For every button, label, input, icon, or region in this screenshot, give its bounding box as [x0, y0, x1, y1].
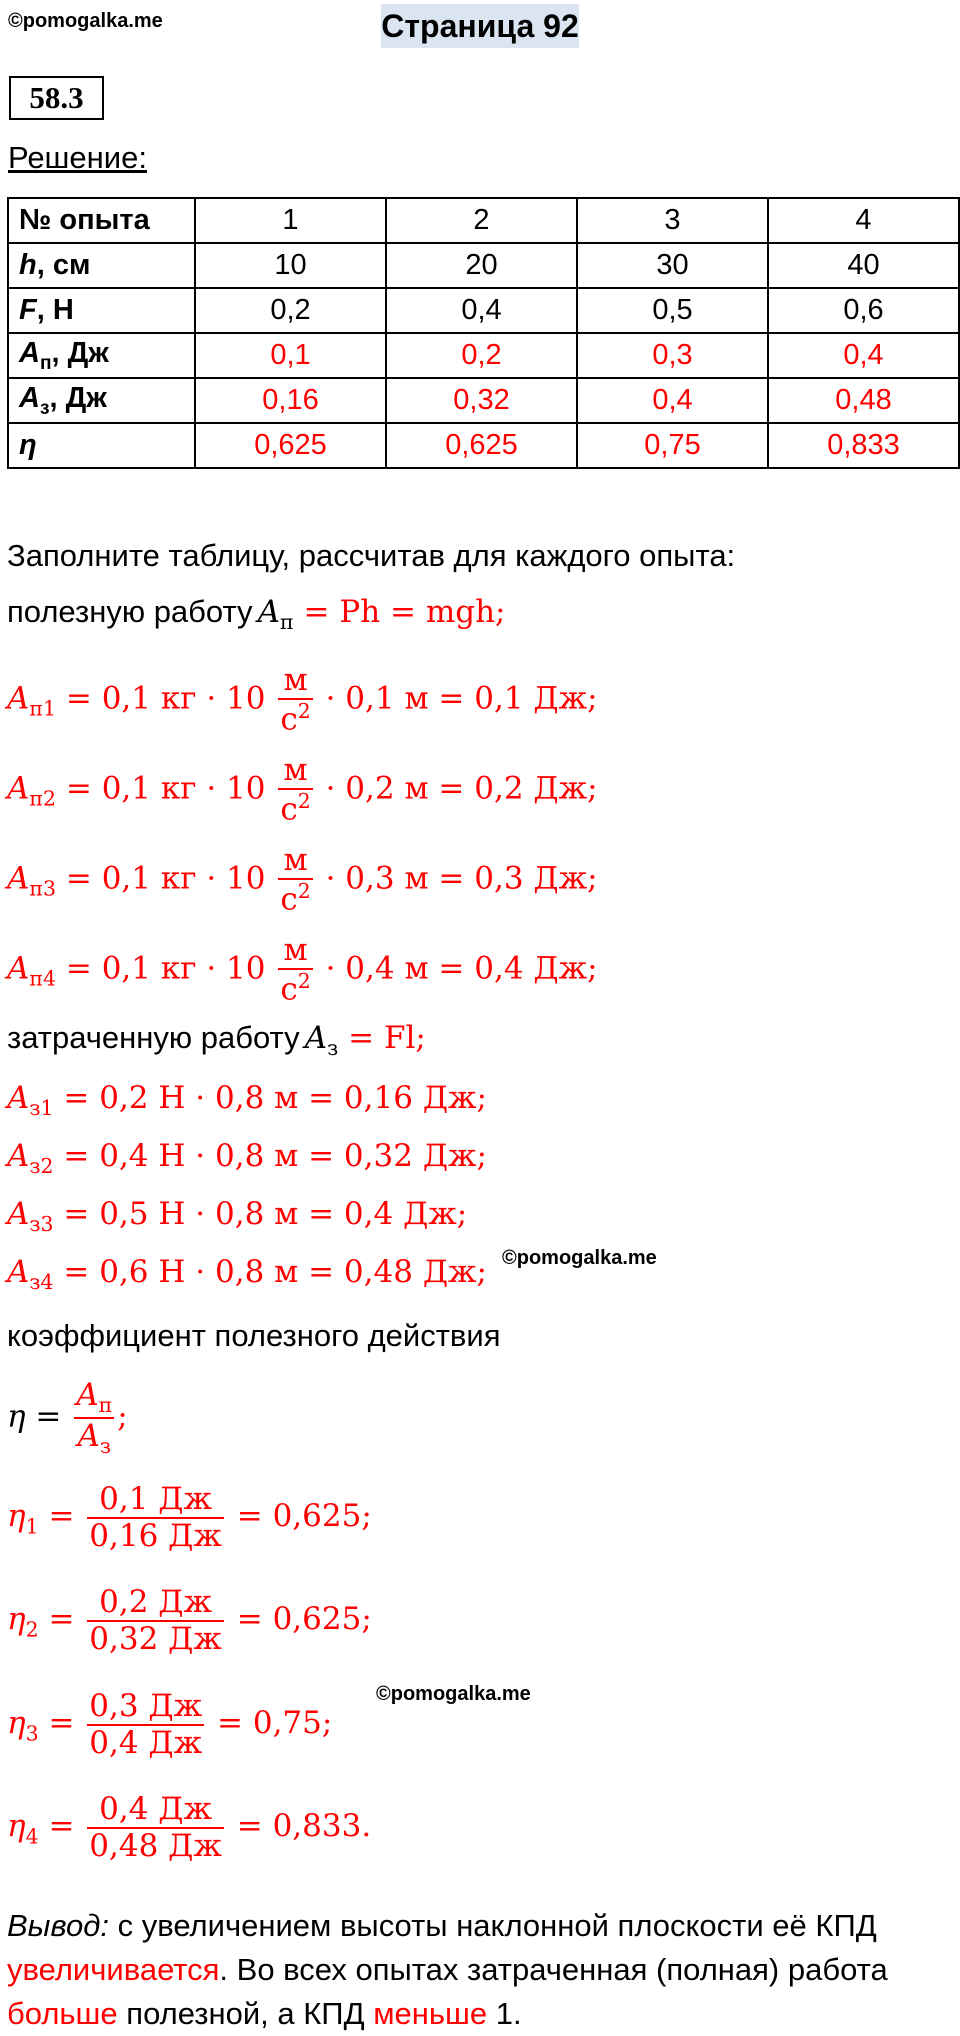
- table-cell: 4: [768, 198, 959, 243]
- calc-result: = 0,75;: [217, 1705, 333, 1742]
- useful-work-calc: $A_{п4} = 0,1$ кг · 10 $\frac{м}{с^2}$ · 0,4 м = 0,4 Дж;: [7, 932, 598, 1008]
- calc-subscript: п2: [29, 786, 57, 811]
- table-cell: 10: [195, 243, 386, 288]
- task-number: 58.3: [9, 76, 104, 120]
- efficiency-calc: $\eta_2$ = $\frac{0,2 Дж}{0,32 Дж}$ = 0,625;: [7, 1584, 372, 1657]
- row-unit: , Дж: [51, 336, 109, 369]
- calc-subscript: з4: [29, 1270, 54, 1295]
- calc-right: · 0,3 м = 0,3 Дж;: [325, 860, 598, 897]
- frac-numerator: 0,3 Дж: [89, 1688, 203, 1724]
- useful-work-calc: $A_{п2} = 0,1$ кг · 10 $\frac{м}{с^2}$ · 0,2 м = 0,2 Дж;: [7, 752, 598, 828]
- frac-denominator: с: [280, 791, 298, 828]
- table-row: [8, 243, 959, 288]
- calc-subscript: 1: [25, 1514, 39, 1539]
- row-label: [8, 288, 195, 333]
- table-cell: 0,3: [577, 333, 768, 378]
- calc-subscript: п3: [29, 876, 57, 901]
- calc-subscript: п4: [29, 966, 57, 991]
- row-label: [8, 333, 195, 378]
- table-cell: 0,4: [386, 288, 577, 333]
- table-cell: 0,2: [386, 333, 577, 378]
- table-row: [8, 333, 959, 378]
- calc-text: = 0,5 Н · 0,8 м = 0,4 Дж;: [63, 1196, 468, 1232]
- calc-right: · 0,2 м = 0,2 Дж;: [325, 770, 598, 807]
- table-cell: 20: [386, 243, 577, 288]
- table-row: [8, 423, 959, 468]
- calc-result: = 0,833.: [236, 1808, 372, 1845]
- efficiency-formula: η = $\frac{A_п}{A_з}$ ;: [7, 1377, 128, 1459]
- frac-denominator: с: [280, 971, 298, 1008]
- frac-numerator: 0,1 Дж: [87, 1482, 224, 1519]
- calc-text: = 0,6 Н · 0,8 м = 0,48 Дж;: [63, 1254, 487, 1290]
- conclusion-label: Вывод:: [7, 1908, 109, 1943]
- frac-numerator: 0,2 Дж: [87, 1585, 224, 1622]
- row-unit: , Дж: [49, 381, 107, 414]
- calc-subscript: з2: [29, 1154, 54, 1179]
- calc-subscript: з1: [29, 1096, 54, 1121]
- frac-denominator: 0,48 Дж: [89, 1827, 222, 1864]
- useful-work-calc: $A_{п1} = 0,1$ кг · 10 $\frac{м}{с^2}$ · 0,1 м = 0,1 Дж;: [7, 662, 598, 738]
- spent-work-formula: = Fl;: [348, 1020, 426, 1056]
- spent-work-calc: $A_{з2} = 0,4$ Н · 0,8 м = 0,32 Дж;: [7, 1138, 487, 1179]
- table-header-row: [8, 198, 959, 243]
- conclusion-highlight: меньше: [373, 1996, 488, 2031]
- conclusion-text: полезной, а КПД: [117, 1996, 374, 2031]
- row-symbol: A: [19, 381, 40, 414]
- table-cell: 1: [195, 198, 386, 243]
- calc-result: = 0,625;: [236, 1601, 372, 1638]
- conclusion-text: 1.: [487, 1996, 522, 2031]
- calc-result: = 0,625;: [236, 1498, 372, 1535]
- calc-left: = 0,1 кг · 10: [65, 770, 266, 807]
- table-cell: 2: [386, 198, 577, 243]
- conclusion-text: . Во всех опытах затраченная (полная) работа: [219, 1952, 888, 1987]
- watermark: ©pomogalka.me: [502, 1247, 657, 1269]
- calc-text: = 0,2 Н · 0,8 м = 0,16 Дж;: [63, 1080, 487, 1116]
- calc-subscript: з3: [29, 1212, 54, 1237]
- row-unit: , см: [36, 249, 91, 281]
- table-cell: 0,6: [768, 288, 959, 333]
- row-label: [8, 243, 195, 288]
- useful-work-formula: = Ph = mgh;: [303, 594, 506, 630]
- row-subscript: з: [39, 397, 50, 419]
- table-cell: 0,833: [768, 423, 959, 468]
- table-cell: 0,48: [768, 378, 959, 423]
- calc-left: = 0,1 кг · 10: [65, 950, 266, 987]
- frac-denominator: 0,4 Дж: [89, 1724, 203, 1761]
- spent-work-label: затраченную работу: [7, 1020, 300, 1055]
- row-label: [8, 423, 195, 468]
- useful-work-label: полезную работу: [7, 594, 253, 629]
- table-row: [8, 288, 959, 333]
- spent-work-calc: $A_{з4} = 0,6$ Н · 0,8 м = 0,48 Дж;: [7, 1254, 487, 1295]
- row-symbol: η: [19, 429, 37, 461]
- frac-numerator: м: [278, 663, 312, 700]
- frac-denominator: с: [280, 881, 298, 918]
- frac-numerator: м: [278, 933, 312, 970]
- calc-left: = 0,1 кг · 10: [65, 680, 266, 717]
- table-cell: 40: [768, 243, 959, 288]
- useful-work-line: полезную работу $A_п = Ph$ = mgh;: [7, 594, 506, 635]
- row-symbol: A: [19, 336, 40, 369]
- row-unit: , Н: [36, 294, 74, 326]
- conclusion: [7, 1904, 952, 2036]
- table-cell: 0,32: [386, 378, 577, 423]
- table-cell: 30: [577, 243, 768, 288]
- spent-work-line: затраченную работу $A_з = Fl$;: [7, 1020, 426, 1061]
- spent-work-calc: $A_{з3} = 0,5$ Н · 0,8 м = 0,4 Дж;: [7, 1196, 468, 1237]
- useful-work-calc: $A_{п3} = 0,1$ кг · 10 $\frac{м}{с^2}$ · 0,3 м = 0,3 Дж;: [7, 842, 598, 918]
- watermark: ©pomogalka.me: [376, 1683, 531, 1705]
- calc-right: · 0,1 м = 0,1 Дж;: [325, 680, 598, 717]
- row-subscript: п: [39, 352, 52, 374]
- frac-denominator: с: [280, 701, 298, 738]
- watermark: ©pomogalka.me: [8, 10, 163, 32]
- solution-label: Решение:: [8, 140, 147, 175]
- table-cell: 0,1: [195, 333, 386, 378]
- conclusion-highlight: увеличивается: [7, 1952, 220, 1987]
- header-label: № опыта: [8, 198, 195, 243]
- frac-denominator: 0,32 Дж: [89, 1620, 222, 1657]
- calc-subscript: 4: [25, 1824, 39, 1849]
- table-cell: 0,75: [577, 423, 768, 468]
- calc-subscript: п1: [29, 696, 57, 721]
- row-symbol: F: [19, 294, 37, 326]
- table-cell: 0,16: [195, 378, 386, 423]
- data-table: [7, 197, 960, 469]
- calc-subscript: 2: [25, 1617, 39, 1642]
- table-cell: 0,4: [768, 333, 959, 378]
- table-cell: 3: [577, 198, 768, 243]
- table-cell: 0,625: [386, 423, 577, 468]
- page-title: Страница 92: [381, 4, 579, 48]
- frac-denominator: 0,16 Дж: [89, 1517, 222, 1554]
- instruction-text: Заполните таблицу, рассчитав для каждого опыта:: [7, 538, 736, 573]
- table-cell: 0,2: [195, 288, 386, 333]
- efficiency-label: коэффициент полезного действия: [7, 1318, 501, 1353]
- calc-right: · 0,4 м = 0,4 Дж;: [325, 950, 598, 987]
- conclusion-highlight: больше: [7, 1996, 118, 2031]
- frac-numerator: 0,4 Дж: [87, 1792, 224, 1829]
- calc-text: = 0,4 Н · 0,8 м = 0,32 Дж;: [63, 1138, 487, 1174]
- table-cell: 0,625: [195, 423, 386, 468]
- efficiency-calc: $\eta_4$ = $\frac{0,4 Дж}{0,48 Дж}$ = 0,833.: [7, 1791, 372, 1864]
- table-cell: 0,5: [577, 288, 768, 333]
- conclusion-text: с увеличением высоты наклонной плоскости её КПД: [108, 1908, 877, 1943]
- table-row: [8, 378, 959, 423]
- calc-left: = 0,1 кг · 10: [65, 860, 266, 897]
- calc-subscript: 3: [25, 1721, 39, 1746]
- row-symbol: h: [19, 249, 37, 281]
- row-label: [8, 378, 195, 423]
- spent-work-calc: $A_{з1} = 0,2$ Н · 0,8 м = 0,16 Дж;: [7, 1080, 487, 1121]
- efficiency-calc: $\eta_1$ = $\frac{0,1 Дж}{0,16 Дж}$ = 0,625;: [7, 1481, 372, 1554]
- efficiency-calc: $\eta_3$ = $\frac{0,3 Дж}{0,4 Дж}$ = 0,75;: [7, 1688, 333, 1761]
- frac-numerator: м: [278, 753, 312, 790]
- frac-numerator: м: [278, 843, 312, 880]
- table-cell: 0,4: [577, 378, 768, 423]
